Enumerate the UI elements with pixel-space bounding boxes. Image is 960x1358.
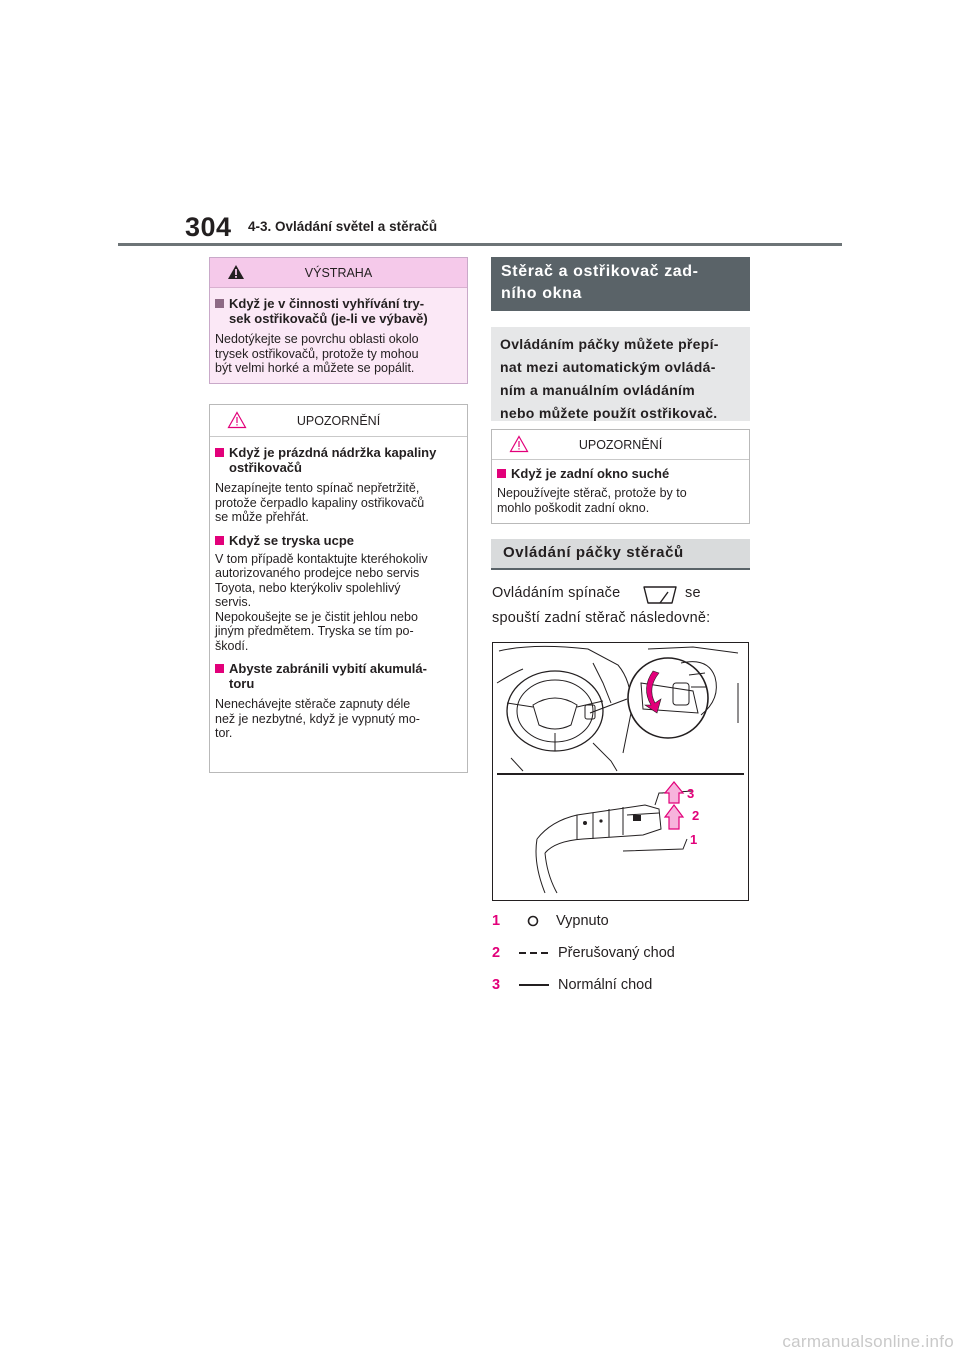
bullet-square [497,469,506,478]
caution-box-right-header [492,430,749,460]
caution-box-title: UPOZORNĚNÍ [296,413,381,428]
solid-line-icon [518,978,550,992]
section-title: 4-3. Ovládání světel a stěračů [248,219,438,234]
body-line-1a: Ovládáním spínače [492,585,621,601]
caution-item-heading: Abyste zabránili vybití akumulá- toru [229,661,427,691]
legend-row-3 [492,977,652,993]
caution-box-right-title: UPOZORNĚNÍ [578,437,663,452]
legend-number: 2 [492,945,501,961]
legend-number: 3 [492,977,501,993]
legend-number: 1 [492,913,501,929]
watermark: carmanualsonline.info [782,1332,954,1351]
warning-item-heading: Když je v činnosti vyhřívání try- sek ostřikovačů (je-li ve výbavě) [229,296,428,326]
caution-box [209,404,468,773]
dashboard-drawing [493,643,748,900]
callout-3: 3 [687,786,695,801]
caution-item-text: Nezapínejte tento spínač nepřetržitě, protože čerpadlo kapaliny ostřikovačů se může přehřát. [215,481,425,524]
caution-triangle-icon [227,411,247,429]
caution-item-heading: Když se tryska ucpe [229,532,355,548]
callout-2: 2 [692,808,700,823]
section-banner: Stěrač a ostřikovač zad- ního okna [491,257,750,311]
intro-box: Ovládáním páčky můžete přepí- nat mezi automatickým ovládá- ním a manuálním ovládáním nebo můžete použít ostřikovač. [491,327,750,421]
bullet-square [215,536,224,545]
body-line-1b: se [685,585,701,601]
bullet-square [215,448,224,457]
page-number: 304 [185,212,232,242]
caution-item-1 [210,445,467,525]
sub-heading: Ovládání páčky stěračů [491,539,750,570]
bullet-square [215,664,224,673]
legend-row-1 [492,913,609,929]
caution-box-header [210,405,467,437]
caution-triangle-icon [509,435,529,453]
caution-item-heading: Když je prázdná nádržka kapaliny ostřikovačů [229,445,437,475]
legend-label: Vypnuto [556,913,609,929]
warning-box-header [210,258,467,288]
caution-right-text: Nepoužívejte stěrač, protože by to mohlo poškodit zadní okno. [497,486,687,515]
caution-right-item [492,466,749,515]
warning-box-title: VÝSTRAHA [304,265,373,280]
legend-label: Normální chod [558,977,653,993]
caution-item-text: Nenechávejte stěrače zapnuty déle než je nezbytné, když je vypnutý mo- tor. [215,697,420,740]
dashed-line-icon [518,946,550,960]
warning-triangle-icon [227,264,245,280]
caution-item-text: V tom případě kontaktujte kteréhokoliv autorizovaného prodejce nebo servis Toyota, nebo kterýkoliv spolehlivý servis. Nepokoušejte se je čistit jehlou nebo jiným předmětem. Tryska se tím po- škodí. [215,551,428,653]
warning-box [209,257,468,384]
legend-label: Přerušovaný chod [558,945,675,961]
callout-1: 1 [690,832,698,847]
wiper-lever-illustration [492,642,749,901]
caution-item-3 [210,661,467,741]
off-circle-icon [518,914,548,928]
caution-box-right [491,429,750,524]
legend-row-2 [492,945,675,961]
body-line-2: spouští zadní stěrač následovně: [492,610,711,626]
rear-wiper-icon [640,584,680,606]
caution-right-heading: Když je zadní okno suché [511,466,670,481]
bullet-square [215,299,224,308]
warning-item-text: Nedotýkejte se povrchu oblasti okolo trysek ostřikovačů, protože ty mohou být velmi horké a můžete se popálit. [215,332,419,375]
header-rule [118,243,842,246]
warning-item [210,296,467,376]
caution-item-2 [210,533,467,654]
